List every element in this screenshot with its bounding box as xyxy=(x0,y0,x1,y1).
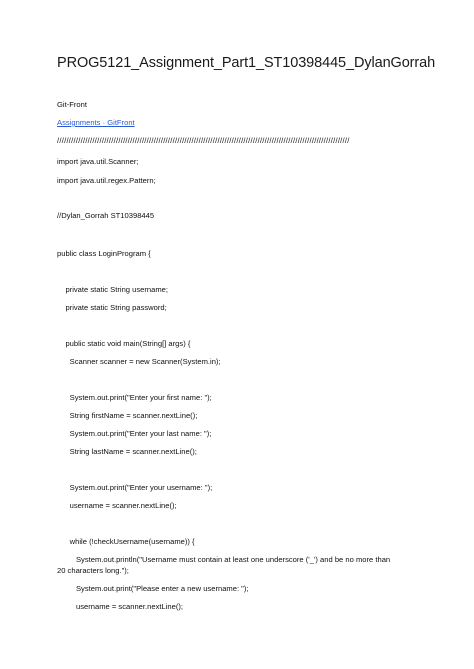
code-line-println-error: System.out.println("Username must contain at least one underscore ('_') and be no more than xyxy=(57,555,391,564)
code-line-import-scanner: import java.util.Scanner; xyxy=(57,157,139,166)
code-line-read-new-username: username = scanner.nextLine(); xyxy=(57,602,183,611)
code-line-print-first-name: System.out.print("Enter your first name: "); xyxy=(57,393,212,402)
code-line-println-error-cont: 20 characters long."); xyxy=(57,566,129,575)
code-line-read-username: username = scanner.nextLine(); xyxy=(57,501,177,510)
code-line-read-last-name: String lastName = scanner.nextLine(); xyxy=(57,447,197,456)
code-line-print-new-username: System.out.print("Please enter a new username: "); xyxy=(57,584,249,593)
code-line-class-decl: public class LoginProgram { xyxy=(57,249,151,258)
code-line-print-last-name: System.out.print("Enter your last name: "); xyxy=(57,429,212,438)
code-line-while-check: while (!checkUsername(username)) { xyxy=(57,537,195,546)
code-line-scanner-init: Scanner scanner = new Scanner(System.in); xyxy=(57,357,221,366)
document-title: PROG5121_Assignment_Part1_ST10398445_DylanGorrah xyxy=(57,55,436,71)
code-line-read-first-name: String firstName = scanner.nextLine(); xyxy=(57,411,198,420)
line-git-front: Git-Front xyxy=(57,100,87,109)
code-line-comment: //Dylan_Gorrah ST10398445 xyxy=(57,211,155,220)
code-line-import-pattern: import java.util.regex.Pattern; xyxy=(57,176,156,185)
code-line-print-username: System.out.print("Enter your username: "); xyxy=(57,483,213,492)
code-line-username-field: private static String username; xyxy=(57,285,168,294)
assignments-link[interactable]: Assignments · GitFront xyxy=(57,118,135,127)
code-line-main-method: public static void main(String[] args) { xyxy=(57,339,191,348)
separator-line: //////////////////////////////////////////////////////////////////////////////////////////////////////////////////////////// xyxy=(57,136,350,145)
code-line-password-field: private static String password; xyxy=(57,303,167,312)
